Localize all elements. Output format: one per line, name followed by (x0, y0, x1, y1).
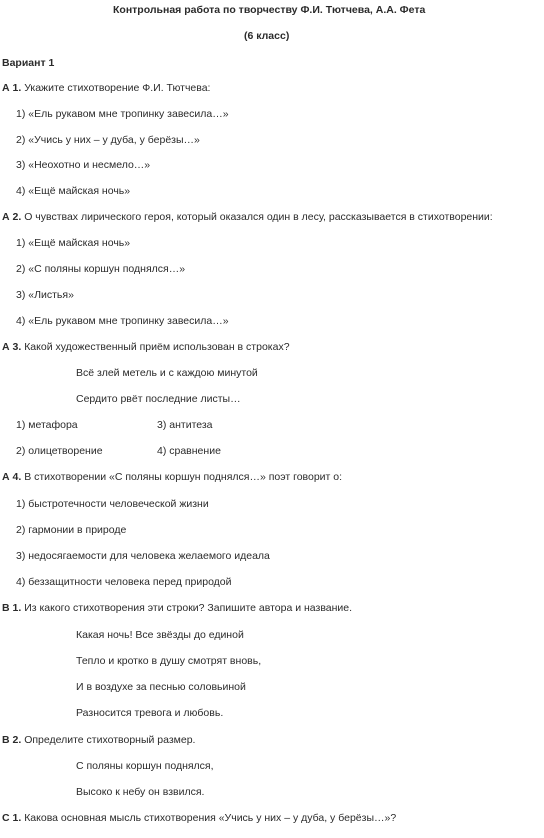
document-grade: (6 класс) (244, 30, 290, 42)
question-text: В стихотворении «С поляны коршун поднялся…» поэт говорит о: (24, 471, 343, 483)
option: 2) «С поляны коршун поднялся…» (16, 263, 186, 275)
option: 4) беззащитности человека перед природой (16, 576, 232, 588)
question-label: А 2. (2, 211, 22, 223)
question-label: А 3. (2, 341, 22, 353)
question-label: В 1. (2, 602, 22, 614)
option: 2) гармонии в природе (16, 524, 127, 536)
option: 4) сравнение (157, 445, 221, 457)
question-b1 (2, 602, 352, 614)
variant-heading: Вариант 1 (2, 57, 55, 69)
quote-line: Сердито рвёт последние листы… (76, 393, 241, 405)
quote-line: Какая ночь! Все звёзды до единой (76, 629, 244, 641)
option: 3) антитеза (157, 419, 213, 431)
option: 1) быстротечности человеческой жизни (16, 498, 209, 510)
question-text: О чувствах лирического героя, который оказался один в лесу, рассказывается в стихотворении: (24, 211, 493, 223)
option: 3) «Неохотно и несмело…» (16, 159, 151, 171)
question-c1 (2, 812, 396, 824)
option: 3) «Листья» (16, 289, 74, 301)
quote-line: И в воздухе за песнью соловьиной (76, 681, 246, 693)
question-label: А 1. (2, 82, 22, 94)
question-a3 (2, 341, 290, 353)
option: 1) метафора (16, 419, 78, 431)
option: 1) «Ещё майская ночь» (16, 237, 131, 249)
option: 1) «Ель рукавом мне тропинку завесила…» (16, 108, 229, 120)
question-text: Какова основная мысль стихотворения «Учись у них – у дуба, у берёзы…»? (24, 812, 397, 824)
quote-line: Всё злей метель и с каждою минутой (76, 367, 258, 379)
question-label: В 2. (2, 734, 22, 746)
question-label: А 4. (2, 471, 22, 483)
document-title: Контрольная работа по творчеству Ф.И. Тютчева, А.А. Фета (113, 4, 426, 16)
option: 2) олицетворение (16, 445, 103, 457)
quote-line: Тепло и кротко в душу смотрят вновь, (76, 655, 262, 667)
question-label: С 1. (2, 812, 22, 824)
option: 3) недосягаемости для человека желаемого идеала (16, 550, 270, 562)
question-text: Из какого стихотворения эти строки? Запишите автора и название. (24, 602, 353, 614)
option: 4) «Ещё майская ночь» (16, 185, 131, 197)
quote-line: С поляны коршун поднялся, (76, 760, 214, 772)
question-a1 (2, 82, 210, 94)
option: 4) «Ель рукавом мне тропинку завесила…» (16, 315, 229, 327)
question-a2 (2, 211, 493, 223)
question-b2 (2, 734, 195, 746)
question-text: Укажите стихотворение Ф.И. Тютчева: (24, 82, 211, 94)
quote-line: Высоко к небу он взвился. (76, 786, 205, 798)
quote-line: Разносится тревога и любовь. (76, 707, 224, 719)
question-a4 (2, 471, 342, 483)
option: 2) «Учись у них – у дуба, у берёзы…» (16, 134, 200, 146)
question-text: Какой художественный приём использован в строках? (24, 341, 290, 353)
question-text: Определите стихотворный размер. (24, 734, 196, 746)
